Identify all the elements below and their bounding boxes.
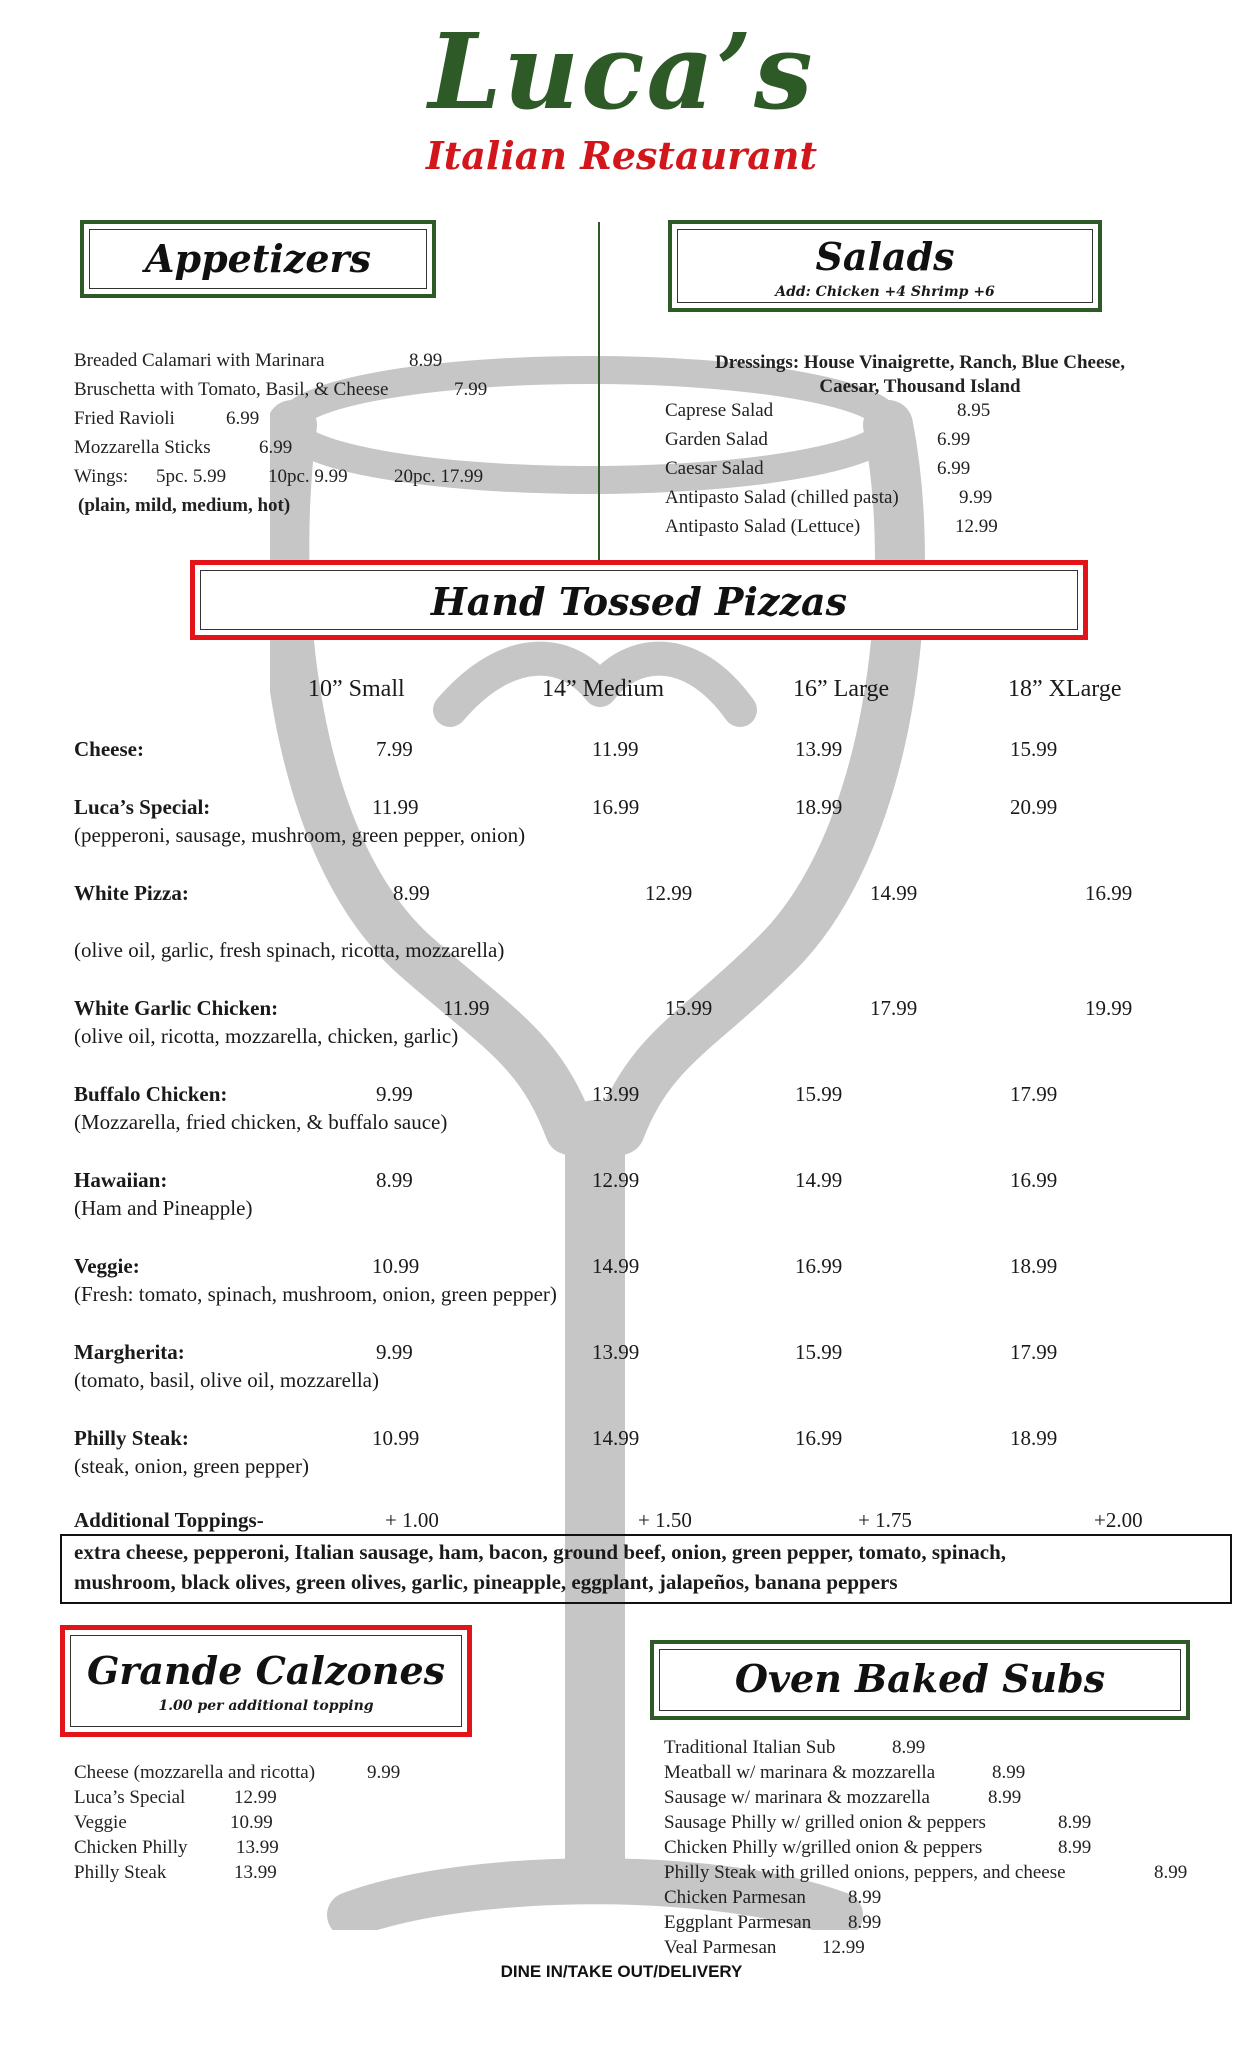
list-item: Garden Salad 6.99 <box>665 429 971 450</box>
list-item: Wings: 5pc. 5.99 10pc. 9.99 20pc. 17.99 <box>74 466 484 487</box>
list-item: Antipasto Salad (Lettuce) 12.99 <box>665 516 998 537</box>
pizza-description: (tomato, basil, olive oil, mozzarella) <box>74 1368 379 1392</box>
pizza-price: 15.99 <box>665 996 713 1020</box>
pizza-name: Luca’s Special: <box>74 795 211 819</box>
pizza-price: 20.99 <box>1010 795 1058 819</box>
pizza-price: 15.99 <box>1010 737 1058 761</box>
pizza-price: 16.99 <box>1010 1168 1058 1192</box>
pizza-price: 19.99 <box>1085 996 1133 1020</box>
list-item: Caesar Salad 6.99 <box>665 458 971 479</box>
pizza-name: Philly Steak: <box>74 1426 189 1450</box>
pizza-price: 12.99 <box>592 1168 640 1192</box>
pizzas-header-box <box>190 560 1088 640</box>
toppings-label: Additional Toppings- <box>74 1508 264 1532</box>
list-item: Chicken Philly w/grilled onion & peppers 8.99 <box>664 1837 1092 1858</box>
size-header-large: 16” Large <box>793 676 890 702</box>
pizza-name: Buffalo Chicken: <box>74 1082 228 1106</box>
pizza-price: 13.99 <box>795 737 843 761</box>
pizza-price: 9.99 <box>376 1082 413 1106</box>
pizza-name: Hawaiian: <box>74 1168 168 1192</box>
subs-header-box <box>650 1640 1190 1720</box>
pizza-price: 16.99 <box>795 1426 843 1450</box>
list-item: Bruschetta with Tomato, Basil, & Cheese 7.99 <box>74 379 488 400</box>
appetizers-header-box <box>80 220 436 298</box>
column-divider <box>598 222 600 560</box>
size-header-medium: 14” Medium <box>542 676 664 702</box>
pizza-name: Cheese: <box>74 737 144 761</box>
list-item: Philly Steak 13.99 <box>74 1862 277 1883</box>
pizza-description: (olive oil, garlic, fresh spinach, ricotta, mozzarella) <box>74 938 505 962</box>
pizza-price: 15.99 <box>795 1082 843 1106</box>
pizza-price: 14.99 <box>870 881 918 905</box>
size-header-xlarge: 18” XLarge <box>1008 676 1122 702</box>
list-item: Caprese Salad 8.95 <box>665 400 991 421</box>
pizza-price: 17.99 <box>1010 1340 1058 1364</box>
pizza-price: 13.99 <box>592 1340 640 1364</box>
list-item: Cheese (mozzarella and ricotta) 9.99 <box>74 1762 401 1783</box>
salads-add-note: Add: Chicken +4 Shrimp +6 <box>775 284 995 300</box>
topping-price: +2.00 <box>1094 1508 1143 1532</box>
size-header-small: 10” Small <box>308 676 405 702</box>
list-item: Eggplant Parmesan 8.99 <box>664 1912 882 1933</box>
pizza-price: 18.99 <box>795 795 843 819</box>
pizza-name: Margherita: <box>74 1340 185 1364</box>
list-item: Sausage Philly w/ grilled onion & peppers 8.99 <box>664 1812 1092 1833</box>
pizzas-title: Hand Tossed Pizzas <box>430 579 848 624</box>
footer-service-text: DINE IN/TAKE OUT/DELIVERY <box>500 1962 743 1981</box>
topping-price: + 1.50 <box>638 1508 692 1532</box>
toppings-list-line: extra cheese, pepperoni, Italian sausage, ham, bacon, ground beef, onion, green pepper, tomato, spinach, <box>74 1540 1007 1564</box>
pizza-name: White Garlic Chicken: <box>74 996 279 1020</box>
dressings-line: Caesar, Thousand Island <box>819 376 1021 397</box>
pizza-description: (pepperoni, sausage, mushroom, green pepper, onion) <box>74 823 526 847</box>
topping-price: + 1.75 <box>858 1508 912 1532</box>
pizza-name: White Pizza: <box>74 881 189 905</box>
list-item: Chicken Parmesan 8.99 <box>664 1887 882 1908</box>
list-item: Philly Steak with grilled onions, peppers, and cheese 8.99 <box>664 1862 1188 1883</box>
topping-price: + 1.00 <box>385 1508 439 1532</box>
list-item: Veggie 10.99 <box>74 1812 273 1833</box>
list-item: Sausage w/ marinara & mozzarella 8.99 <box>664 1787 1022 1808</box>
subs-title: Oven Baked Subs <box>734 1656 1106 1701</box>
pizza-price: 9.99 <box>376 1340 413 1364</box>
pizza-price: 14.99 <box>795 1168 843 1192</box>
pizza-price: 8.99 <box>393 881 430 905</box>
pizza-price: 8.99 <box>376 1168 413 1192</box>
calzones-header-box <box>60 1625 472 1737</box>
restaurant-logo: Luca’s <box>428 10 815 133</box>
pizza-price: 16.99 <box>1085 881 1133 905</box>
pizza-price: 17.99 <box>1010 1082 1058 1106</box>
list-item: Traditional Italian Sub 8.99 <box>664 1737 926 1758</box>
list-item: Luca’s Special 12.99 <box>74 1787 277 1808</box>
pizza-price: 10.99 <box>372 1254 420 1278</box>
pizza-price: 10.99 <box>372 1426 420 1450</box>
toppings-list-box <box>60 1534 1232 1604</box>
pizza-price: 11.99 <box>372 795 419 819</box>
pizza-description: (Ham and Pineapple) <box>74 1196 253 1220</box>
salads-header-box <box>668 220 1102 312</box>
pizza-price: 12.99 <box>645 881 693 905</box>
pizza-name: Veggie: <box>74 1254 140 1278</box>
pizza-description: (olive oil, ricotta, mozzarella, chicken, garlic) <box>74 1024 459 1048</box>
list-item: Breaded Calamari with Marinara 8.99 <box>74 350 443 371</box>
pizza-price: 14.99 <box>592 1426 640 1450</box>
pizza-price: 7.99 <box>376 737 413 761</box>
pizza-price: 14.99 <box>592 1254 640 1278</box>
pizza-price: 17.99 <box>870 996 918 1020</box>
salads-title: Salads <box>815 234 955 279</box>
calzones-title: Grande Calzones <box>86 1648 446 1693</box>
pizza-price: 15.99 <box>795 1340 843 1364</box>
list-item: Antipasto Salad (chilled pasta) 9.99 <box>665 487 993 508</box>
pizza-price: 11.99 <box>443 996 490 1020</box>
pizza-price: 16.99 <box>592 795 640 819</box>
wings-note: (plain, mild, medium, hot) <box>78 495 291 516</box>
list-item: Chicken Philly 13.99 <box>74 1837 279 1858</box>
list-item: Meatball w/ marinara & mozzarella 8.99 <box>664 1762 1026 1783</box>
pizza-price: 16.99 <box>795 1254 843 1278</box>
list-item: Fried Ravioli 6.99 <box>74 408 260 429</box>
pizza-description: (steak, onion, green pepper) <box>74 1454 309 1478</box>
appetizers-title: Appetizers <box>145 236 371 281</box>
list-item: Mozzarella Sticks 6.99 <box>74 437 293 458</box>
dressings-line: Dressings: House Vinaigrette, Ranch, Blue Cheese, <box>715 352 1125 373</box>
pizza-price: 11.99 <box>592 737 639 761</box>
list-item: Veal Parmesan 12.99 <box>664 1937 865 1958</box>
pizza-description: (Fresh: tomato, spinach, mushroom, onion, green pepper) <box>74 1282 557 1306</box>
pizza-price: 18.99 <box>1010 1426 1058 1450</box>
pizza-price: 13.99 <box>592 1082 640 1106</box>
toppings-list-line: mushroom, black olives, green olives, garlic, pineapple, eggplant, jalapeños, banana peppers <box>74 1570 898 1594</box>
restaurant-subtitle: Italian Restaurant <box>425 133 818 178</box>
pizza-description: (Mozzarella, fried chicken, & buffalo sauce) <box>74 1110 448 1134</box>
calzones-note: 1.00 per additional topping <box>158 1698 374 1714</box>
pizza-price: 18.99 <box>1010 1254 1058 1278</box>
